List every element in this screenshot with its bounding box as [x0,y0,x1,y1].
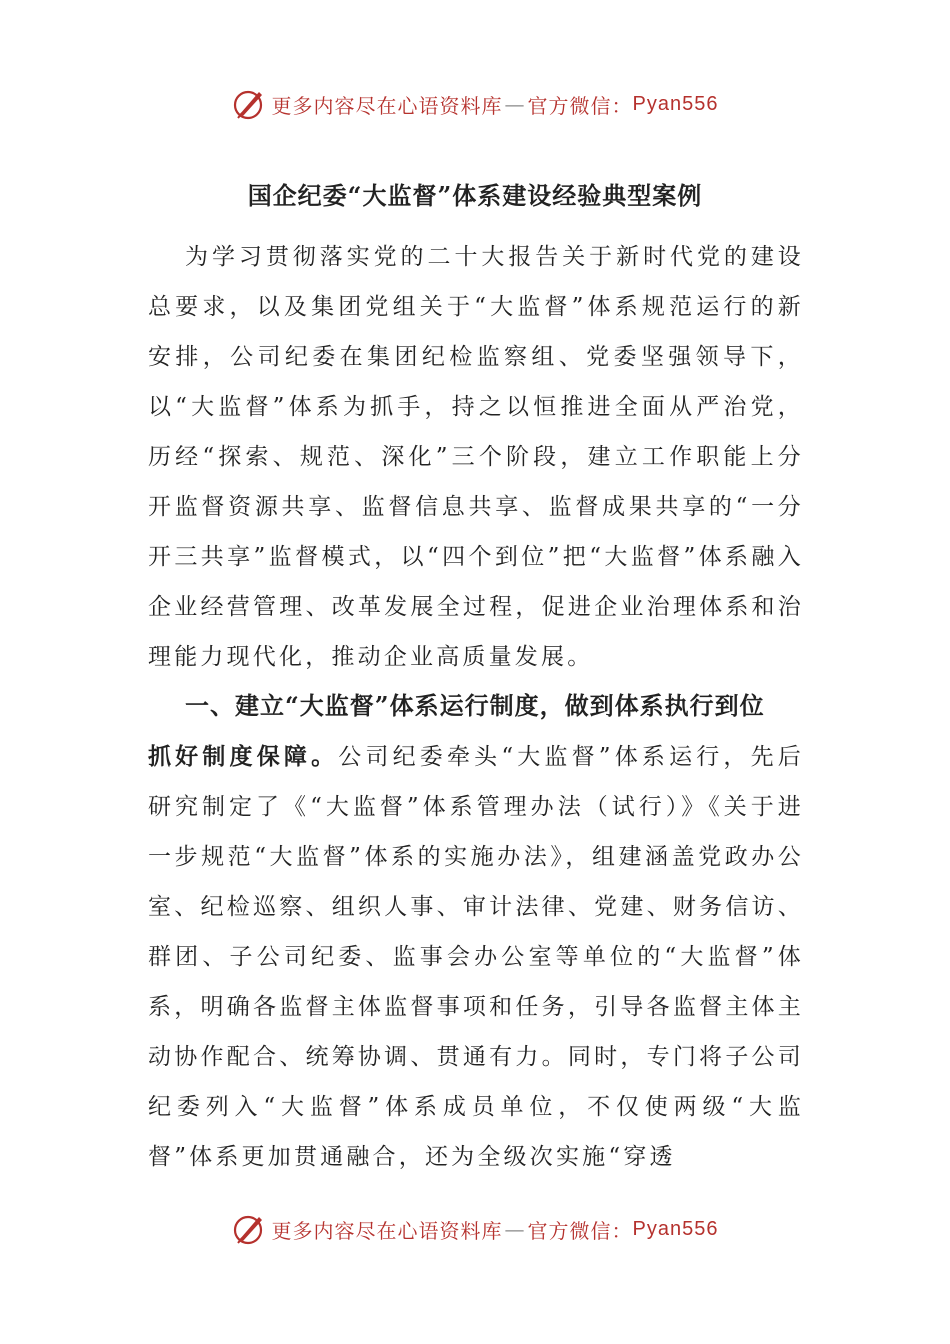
document-title: 国企纪委“大监督”体系建设经验典型案例 [247,181,703,210]
quill-logo-icon [232,1212,266,1246]
banner-wechat-label: 官方微信： [527,1218,633,1243]
banner-wechat-id: Pyan556 [632,92,719,115]
paragraph-lead: 抓好制度保障。 [148,743,339,770]
banner-separator: — [504,1217,526,1241]
banner-wechat-id: Pyan556 [632,1217,719,1240]
banner-text: 更多内容尽在心语资料库 [271,93,503,118]
banner-wechat-label: 官方微信： [527,93,633,118]
banner-text: 更多内容尽在心语资料库 [271,1218,503,1243]
quill-logo-icon [232,87,266,121]
paragraph-body: 公司纪委牵头“大监督”体系运行，先后研究制定了《“大监督”体系管理办法（试行）》《关于进一步规范“大监督”体系的实施办法》，组建涵盖党政办公室、纪检巡察、组织人事、审计法律、党建、财务信访、群团、子公司纪委、监事会办公室等单位的“大监督”体系，明确各监督主体监督事项和任务，引导各监督主体主动协作配合、统筹协调、贯通有力。同时，专门将子公司纪委列入“大监督”体系成员单位，不仅使两级“大监督”体系更加贯通融合，还为全级次实施“穿透 [148,744,804,1170]
banner-separator: — [504,92,526,116]
header-banner [0,84,950,124]
intro-paragraph: 为学习贯彻落实党的二十大报告关于新时代党的建设总要求，以及集团党组关于“大监督”体系规范运行的新安排，公司纪委在集团纪检监察组、党委坚强领导下，以“大监督”体系为抓手，持之以恒推进全面从严治党，历经“探索、规范、深化”三个阶段，建立工作职能上分开监督资源共享、监督信息共享、监督成果共享的“一分开三共享”监督模式，以“四个到位”把“大监督”体系融入企业经营管理、改革发展全过程，促进企业治理体系和治理能力现代化，推动企业高质量发展。 [148,244,804,670]
section-heading-1: 一、建立“大监督”体系运行制度，做到体系执行到位 [185,691,765,720]
section1-paragraph [148,732,804,1182]
footer-banner [0,1209,950,1249]
